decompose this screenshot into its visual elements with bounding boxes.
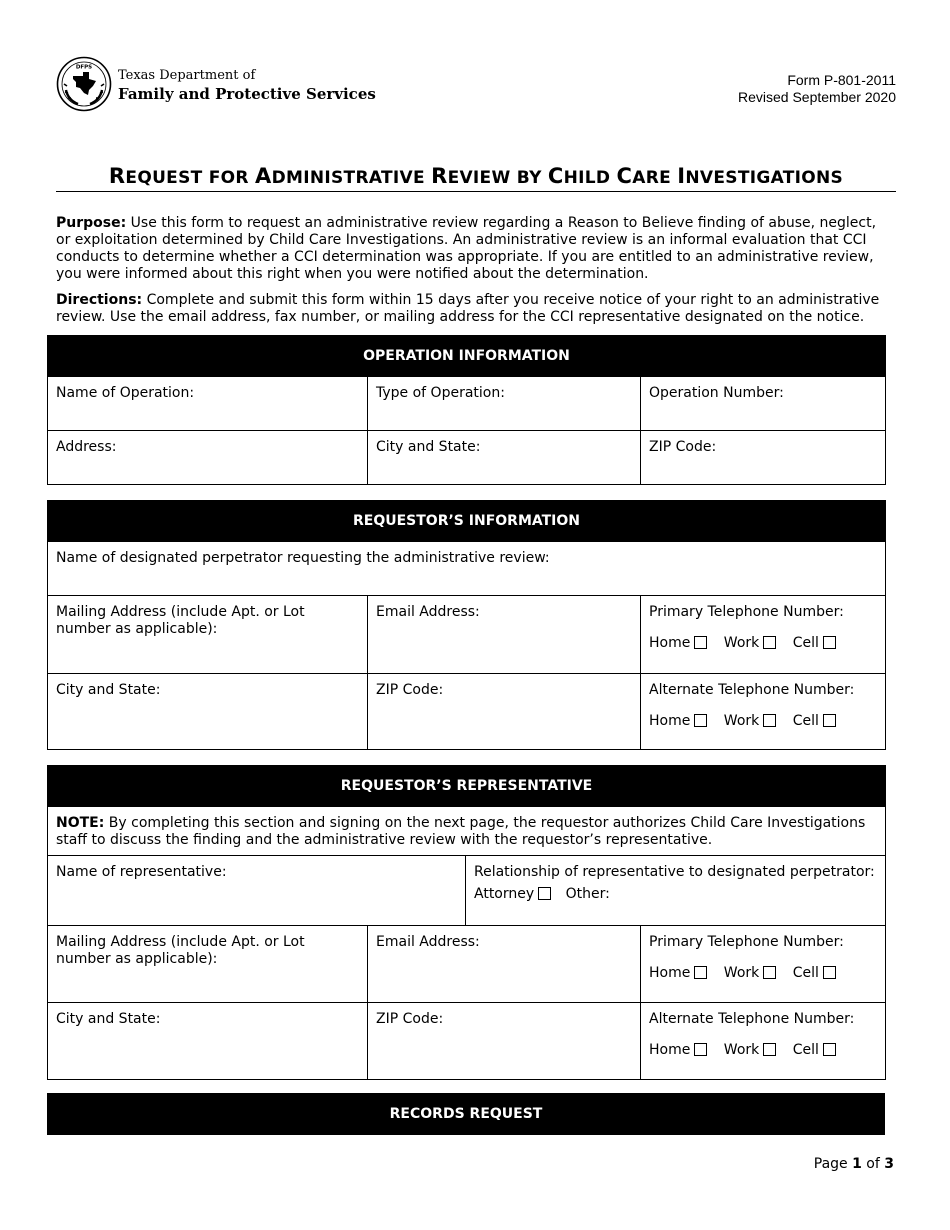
purpose-label: Purpose: (56, 215, 127, 231)
requestor-mailing-label: Mailing Address (include Apt. or Lot number as applicable): (56, 604, 305, 637)
purpose-text: Use this form to request an administrative review regarding a Reason to Believe finding of abuse, neglect, or exploitation determined by Child Care Investigations. An administrative review is an informal evaluation that CCI conducts to determine whether a CCI determination was appropriate. If you are entitled to an administrative review, you were informed about this right when you were notified about the determination. (56, 215, 877, 282)
requestor-alt-phone-field[interactable] (641, 674, 886, 750)
representative-zip-label: ZIP Code: (376, 1011, 444, 1027)
purpose-paragraph (56, 215, 888, 283)
page-number (814, 1156, 894, 1172)
phone-type-options (649, 635, 877, 652)
representative-email-label: Email Address: (376, 934, 480, 950)
operation-name-label: Name of Operation: (56, 385, 195, 401)
home-label: Home (649, 713, 691, 729)
requestor-mailing-field[interactable] (48, 596, 368, 674)
home-checkbox[interactable] (694, 714, 707, 727)
representative-alt-phone-field[interactable] (641, 1003, 886, 1080)
representative-city-state-label: City and State: (56, 1011, 161, 1027)
operation-name-field[interactable] (48, 377, 368, 431)
requestor-city-state-field[interactable] (48, 674, 368, 750)
work-label: Work (723, 635, 760, 651)
representative-name-label: Name of representative: (56, 864, 227, 880)
page-prefix: Page (813, 1156, 853, 1172)
page-current: 1 (852, 1156, 862, 1172)
requestor-information-heading: REQUESTOR’S INFORMATION (48, 501, 886, 542)
directions-paragraph (56, 292, 888, 326)
cell-checkbox[interactable] (823, 1043, 836, 1056)
work-checkbox[interactable] (763, 714, 776, 727)
work-checkbox[interactable] (763, 636, 776, 649)
representative-zip-field[interactable] (368, 1003, 641, 1080)
cell-label: Cell (792, 965, 819, 981)
records-request-heading: RECORDS REQUEST (48, 1094, 885, 1135)
requestor-name-label: Name of designated perpetrator requesting the administrative review: (56, 550, 550, 566)
representative-relationship-field[interactable] (466, 856, 886, 926)
phone-type-options (649, 713, 877, 730)
operation-city-state-label: City and State: (376, 439, 481, 455)
requestor-primary-phone-label: Primary Telephone Number: (649, 604, 844, 620)
operation-zip-label: ZIP Code: (649, 439, 717, 455)
requestor-email-label: Email Address: (376, 604, 480, 620)
operation-information-section (47, 335, 886, 485)
attorney-checkbox[interactable] (538, 887, 551, 900)
representative-primary-phone-field[interactable] (641, 926, 886, 1003)
operation-number-label: Operation Number: (649, 385, 784, 401)
requestor-name-field[interactable] (48, 542, 886, 596)
requestor-email-field[interactable] (368, 596, 641, 674)
representative-primary-phone-label: Primary Telephone Number: (649, 934, 844, 950)
requestor-representative-section (47, 765, 886, 1080)
representative-mailing-field[interactable] (48, 926, 368, 1003)
work-checkbox[interactable] (763, 1043, 776, 1056)
home-label: Home (649, 965, 691, 981)
requestor-information-section (47, 500, 886, 750)
cell-label: Cell (792, 1042, 819, 1058)
page-total: 3 (884, 1156, 894, 1172)
representative-mailing-label: Mailing Address (include Apt. or Lot number as applicable): (56, 934, 305, 967)
representative-name-field[interactable] (48, 856, 466, 926)
note-text: By completing this section and signing on the next page, the requestor authorizes Child Care Investigations staff to discuss the finding and the administrative review with the requestor’s representative. (56, 815, 866, 848)
page-of: of (861, 1156, 885, 1172)
home-checkbox[interactable] (694, 966, 707, 979)
home-checkbox[interactable] (694, 636, 707, 649)
directions-label: Directions: (56, 292, 143, 308)
form-number: Form P-801-2011 (787, 72, 896, 88)
home-checkbox[interactable] (694, 1043, 707, 1056)
requestor-city-state-label: City and State: (56, 682, 161, 698)
work-label: Work (723, 1042, 760, 1058)
requestor-zip-label: ZIP Code: (376, 682, 444, 698)
operation-type-label: Type of Operation: (376, 385, 505, 401)
cell-label: Cell (792, 635, 819, 651)
attorney-label: Attorney (474, 886, 535, 902)
phone-type-options (649, 1042, 877, 1059)
note-label: NOTE: (56, 815, 105, 831)
dfps-seal-logo (56, 56, 112, 112)
relationship-options (474, 886, 877, 903)
operation-zip-field[interactable] (641, 431, 886, 485)
agency-name (118, 66, 376, 104)
requestor-representative-heading: REQUESTOR’S REPRESENTATIVE (48, 766, 886, 807)
representative-city-state-field[interactable] (48, 1003, 368, 1080)
page-header (56, 56, 896, 116)
svg-text:DFPS: DFPS (75, 64, 93, 71)
revised-date: Revised September 2020 (738, 89, 896, 105)
operation-information-heading: OPERATION INFORMATION (48, 336, 886, 377)
phone-type-options (649, 965, 877, 982)
representative-relationship-label: Relationship of representative to designated perpetrator: (474, 864, 875, 880)
agency-line-1: Texas Department of (118, 68, 256, 83)
records-request-section (47, 1093, 885, 1135)
cell-checkbox[interactable] (823, 714, 836, 727)
operation-address-field[interactable] (48, 431, 368, 485)
requestor-primary-phone-field[interactable] (641, 596, 886, 674)
representative-note (48, 807, 886, 856)
work-checkbox[interactable] (763, 966, 776, 979)
operation-number-field[interactable] (641, 377, 886, 431)
agency-line-2: Family and Protective Services (118, 85, 376, 103)
operation-type-field[interactable] (368, 377, 641, 431)
cell-checkbox[interactable] (823, 966, 836, 979)
work-label: Work (723, 713, 760, 729)
representative-email-field[interactable] (368, 926, 641, 1003)
cell-checkbox[interactable] (823, 636, 836, 649)
cell-label: Cell (792, 713, 819, 729)
page-title: REQUEST FOR ADMINISTRATIVE REVIEW BY CHILD CARE INVESTIGATIONS (56, 164, 896, 192)
directions-text: Complete and submit this form within 15 days after you receive notice of your right to an administrative review. Use the email address, fax number, or mailing address for the CCI representative designated on the notice. (56, 292, 880, 325)
home-label: Home (649, 635, 691, 651)
representative-alt-phone-label: Alternate Telephone Number: (649, 1011, 855, 1027)
requestor-alt-phone-label: Alternate Telephone Number: (649, 682, 855, 698)
operation-city-state-field[interactable] (368, 431, 641, 485)
requestor-zip-field[interactable] (368, 674, 641, 750)
work-label: Work (723, 965, 760, 981)
form-number-block (738, 72, 896, 106)
home-label: Home (649, 1042, 691, 1058)
operation-address-label: Address: (56, 439, 117, 455)
other-label: Other: (565, 886, 610, 902)
